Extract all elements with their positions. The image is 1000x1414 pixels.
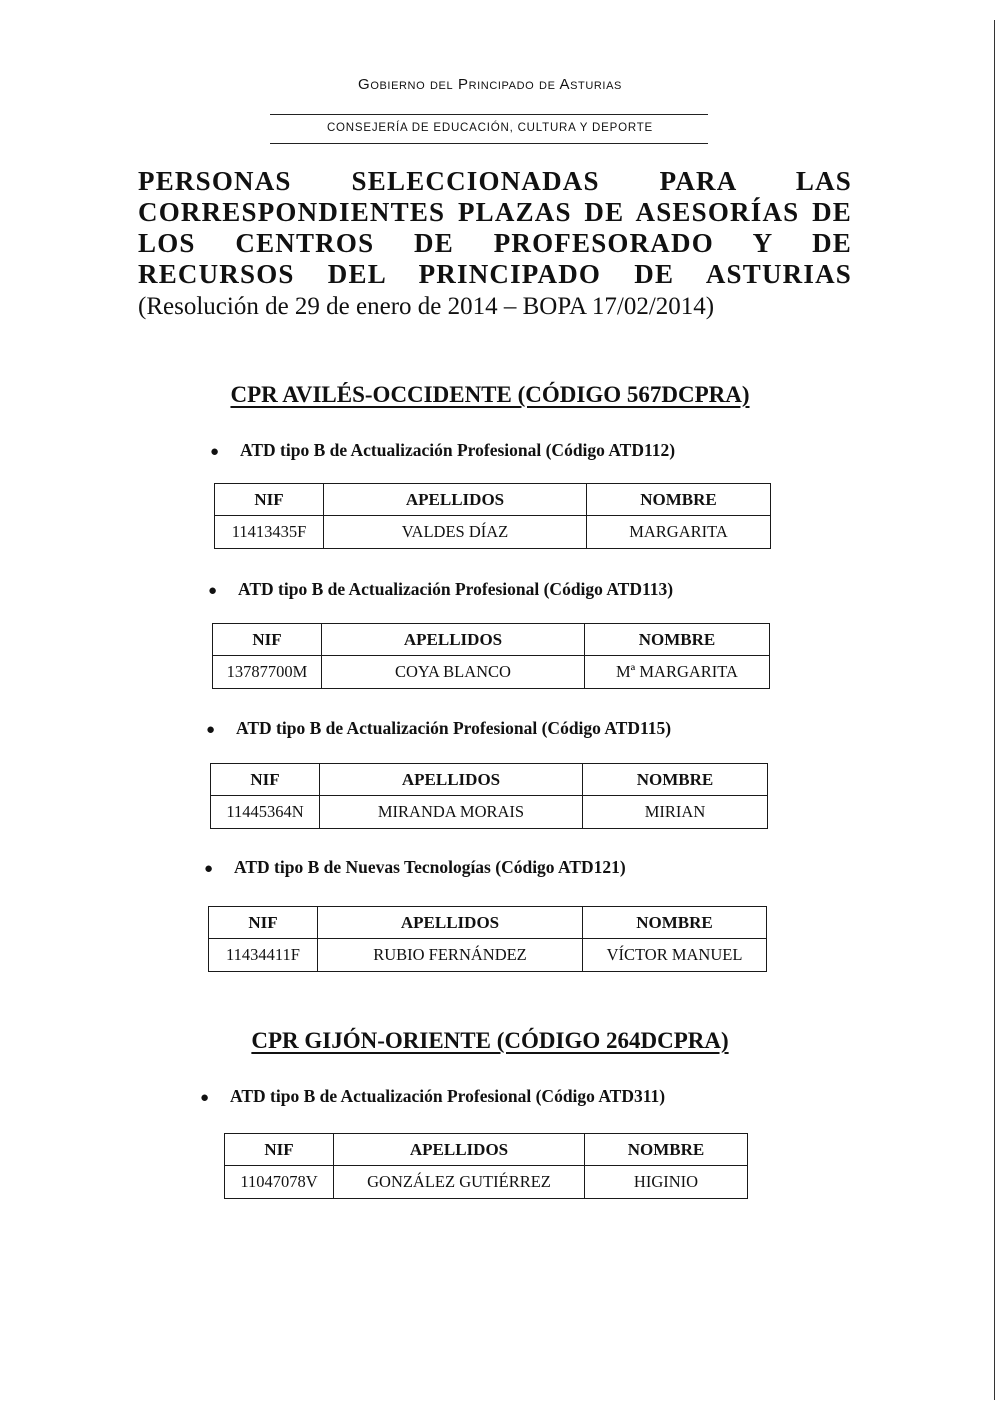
person-table [212, 623, 770, 689]
position-item [210, 440, 675, 461]
table-header-row [209, 907, 767, 939]
position-label: ATD tipo B de Actualización Profesional (Código ATD112) [240, 440, 676, 460]
bullet-icon: ● [204, 861, 214, 877]
table-row [213, 656, 770, 689]
column-header-nif: NIF [215, 484, 324, 516]
column-header-apellidos: APELLIDOS [322, 624, 585, 656]
apellidos-cell: RUBIO FERNÁNDEZ [318, 939, 583, 972]
nif-cell: 11434411F [209, 939, 318, 972]
column-header-nif: NIF [225, 1134, 334, 1166]
title-line: PERSONAS SELECCIONADAS PARA LAS [138, 166, 852, 196]
person-table [208, 906, 767, 972]
nif-cell: 11413435F [215, 516, 324, 549]
page-edge-line [994, 20, 995, 1400]
table-row [215, 516, 771, 549]
nif-cell: 11445364N [211, 796, 320, 829]
government-header: Gobierno del Principado de Asturias [358, 76, 622, 93]
table-header-row [211, 764, 768, 796]
department-header: CONSEJERÍA DE EDUCACIÓN, CULTURA Y DEPORTE [326, 122, 654, 134]
table-header-row [213, 624, 770, 656]
title-line: RECURSOS DEL PRINCIPADO DE ASTURIAS [138, 259, 852, 289]
position-label: ATD tipo B de Actualización Profesional (Código ATD115) [236, 718, 672, 738]
position-item [204, 857, 626, 878]
document-title [138, 166, 852, 290]
header-rule-bottom [270, 143, 708, 144]
apellidos-cell: MIRANDA MORAIS [320, 796, 583, 829]
column-header-apellidos: APELLIDOS [320, 764, 583, 796]
table-row [225, 1166, 748, 1199]
position-label: ATD tipo B de Nuevas Tecnologías (Código ATD121) [234, 857, 626, 877]
person-table [210, 763, 768, 829]
column-header-nombre: NOMBRE [583, 907, 767, 939]
column-header-nif: NIF [213, 624, 322, 656]
bullet-icon: ● [206, 722, 216, 738]
section-title-aviles: CPR AVILÉS-OCCIDENTE (CÓDIGO 567DCPRA) [230, 382, 750, 407]
nombre-cell: HIGINIO [585, 1166, 748, 1199]
apellidos-cell: VALDES DÍAZ [324, 516, 587, 549]
column-header-apellidos: APELLIDOS [334, 1134, 585, 1166]
position-item [206, 718, 671, 739]
column-header-nombre: NOMBRE [587, 484, 771, 516]
nombre-cell: Mª MARGARITA [585, 656, 770, 689]
column-header-apellidos: APELLIDOS [318, 907, 583, 939]
apellidos-cell: GONZÁLEZ GUTIÉRREZ [334, 1166, 585, 1199]
position-item [200, 1086, 665, 1107]
person-table [224, 1133, 748, 1199]
title-line: CORRESPONDIENTES PLAZAS DE ASESORÍAS DE [138, 197, 852, 227]
column-header-nif: NIF [211, 764, 320, 796]
title-line: LOS CENTROS DE PROFESORADO Y DE [138, 228, 852, 258]
nombre-cell: MARGARITA [587, 516, 771, 549]
table-header-row [225, 1134, 748, 1166]
nombre-cell: VÍCTOR MANUEL [583, 939, 767, 972]
nif-cell: 11047078V [225, 1166, 334, 1199]
position-label: ATD tipo B de Actualización Profesional (Código ATD113) [238, 579, 674, 599]
column-header-nombre: NOMBRE [585, 1134, 748, 1166]
header-rule-top [270, 114, 708, 115]
bullet-icon: ● [210, 444, 220, 460]
column-header-nombre: NOMBRE [585, 624, 770, 656]
column-header-apellidos: APELLIDOS [324, 484, 587, 516]
table-header-row [215, 484, 771, 516]
column-header-nif: NIF [209, 907, 318, 939]
apellidos-cell: COYA BLANCO [322, 656, 585, 689]
bullet-icon: ● [200, 1090, 210, 1106]
section-title-gijon: CPR GIJÓN-ORIENTE (CÓDIGO 264DCPRA) [251, 1028, 729, 1053]
nif-cell: 13787700M [213, 656, 322, 689]
position-label: ATD tipo B de Actualización Profesional (Código ATD311) [230, 1086, 666, 1106]
position-item [208, 579, 673, 600]
bullet-icon: ● [208, 583, 218, 599]
resolution-subtitle: (Resolución de 29 de enero de 2014 – BOPA 17/02/2014) [138, 293, 715, 320]
column-header-nombre: NOMBRE [583, 764, 768, 796]
person-table [214, 483, 771, 549]
table-row [209, 939, 767, 972]
table-row [211, 796, 768, 829]
nombre-cell: MIRIAN [583, 796, 768, 829]
